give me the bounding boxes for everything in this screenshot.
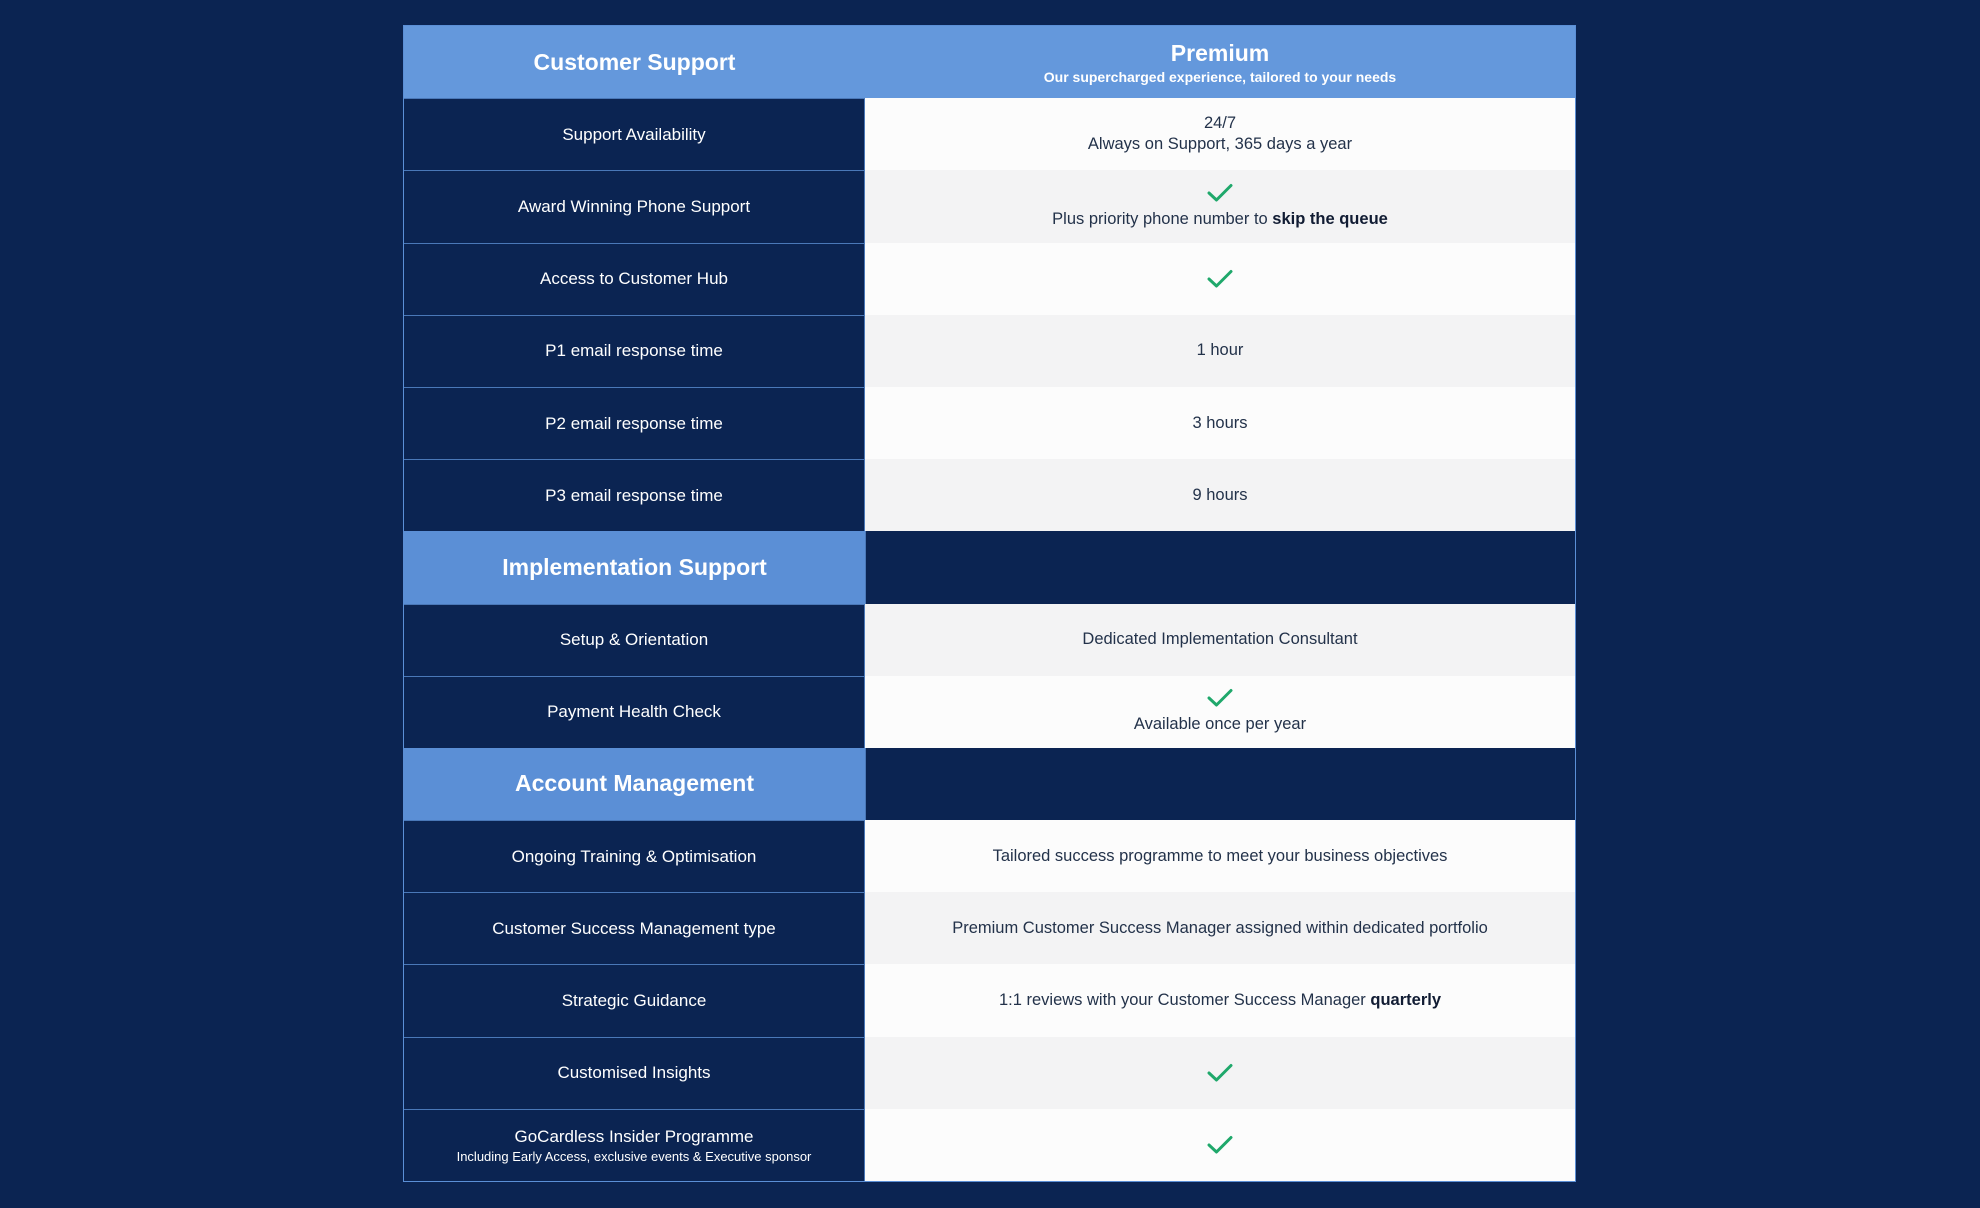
section-row-implementation-support (404, 531, 1575, 603)
feature-label: Award Winning Phone Support (404, 170, 865, 242)
table-row (404, 676, 1575, 748)
table-row (404, 170, 1575, 242)
plan-header (865, 26, 1575, 98)
feature-label: Customer Success Management type (404, 892, 865, 964)
table-row (404, 315, 1575, 387)
feature-label: P1 email response time (404, 315, 865, 387)
table-row (404, 243, 1575, 315)
feature-value: 3 hours (865, 387, 1575, 459)
feature-label: Payment Health Check (404, 676, 865, 748)
feature-label: P2 email response time (404, 387, 865, 459)
table-row (404, 964, 1575, 1036)
checkmark-icon (1207, 688, 1233, 708)
section-title: Implementation Support (404, 531, 865, 603)
value-text: Available once per year (1133, 715, 1307, 734)
feature-value: Tailored success programme to meet your business objectives (865, 820, 1575, 892)
feature-value (865, 98, 1575, 170)
feature-value: 1 hour (865, 315, 1575, 387)
feature-label: Customised Insights (404, 1037, 865, 1109)
checkmark-icon (1207, 1063, 1233, 1083)
feature-label: Strategic Guidance (404, 964, 865, 1036)
table-row (404, 892, 1575, 964)
value-line: 24/7 (1203, 114, 1237, 133)
section-spacer (865, 531, 1575, 603)
feature-value (865, 1037, 1575, 1109)
value-bold: quarterly (1370, 991, 1441, 1010)
table-row (404, 387, 1575, 459)
checkmark-icon (1207, 183, 1233, 203)
feature-label-group (404, 1109, 865, 1181)
feature-value: Dedicated Implementation Consultant (865, 604, 1575, 676)
feature-value (865, 170, 1575, 242)
checkmark-icon (1207, 1135, 1233, 1155)
value-text-wrap (1052, 209, 1388, 230)
table-header (404, 26, 1575, 98)
feature-value (865, 243, 1575, 315)
table-row (404, 459, 1575, 531)
feature-value (865, 964, 1575, 1036)
value-line: Always on Support, 365 days a year (1087, 135, 1353, 154)
section-title: Account Management (404, 748, 865, 820)
value-text-wrap (999, 990, 1441, 1011)
feature-value: Premium Customer Success Manager assigned within dedicated portfolio (865, 892, 1575, 964)
feature-sublabel: Including Early Access, exclusive events & Executive sponsor (456, 1148, 812, 1164)
feature-label: Access to Customer Hub (404, 243, 865, 315)
feature-value (865, 1109, 1575, 1181)
feature-label: Setup & Orientation (404, 604, 865, 676)
table-row (404, 820, 1575, 892)
section-title-customer-support: Customer Support (404, 26, 865, 98)
feature-value: 9 hours (865, 459, 1575, 531)
table-row (404, 1037, 1575, 1109)
feature-label: P3 email response time (404, 459, 865, 531)
plan-name: Premium (1170, 39, 1270, 66)
table-row (404, 98, 1575, 170)
value-text: 1:1 reviews with your Customer Success Manager (998, 991, 1371, 1010)
feature-label: Ongoing Training & Optimisation (404, 820, 865, 892)
feature-label: Support Availability (404, 98, 865, 170)
feature-label: GoCardless Insider Programme (514, 1126, 754, 1146)
table-row (404, 1109, 1575, 1181)
section-row-account-management (404, 748, 1575, 820)
value-bold: skip the queue (1272, 209, 1388, 228)
feature-value (865, 676, 1575, 748)
section-spacer (865, 748, 1575, 820)
table-row (404, 604, 1575, 676)
plan-subtitle: Our supercharged experience, tailored to your needs (1043, 68, 1397, 85)
checkmark-icon (1207, 269, 1233, 289)
comparison-table (403, 25, 1576, 1182)
value-text: Plus priority phone number to (1052, 209, 1273, 228)
